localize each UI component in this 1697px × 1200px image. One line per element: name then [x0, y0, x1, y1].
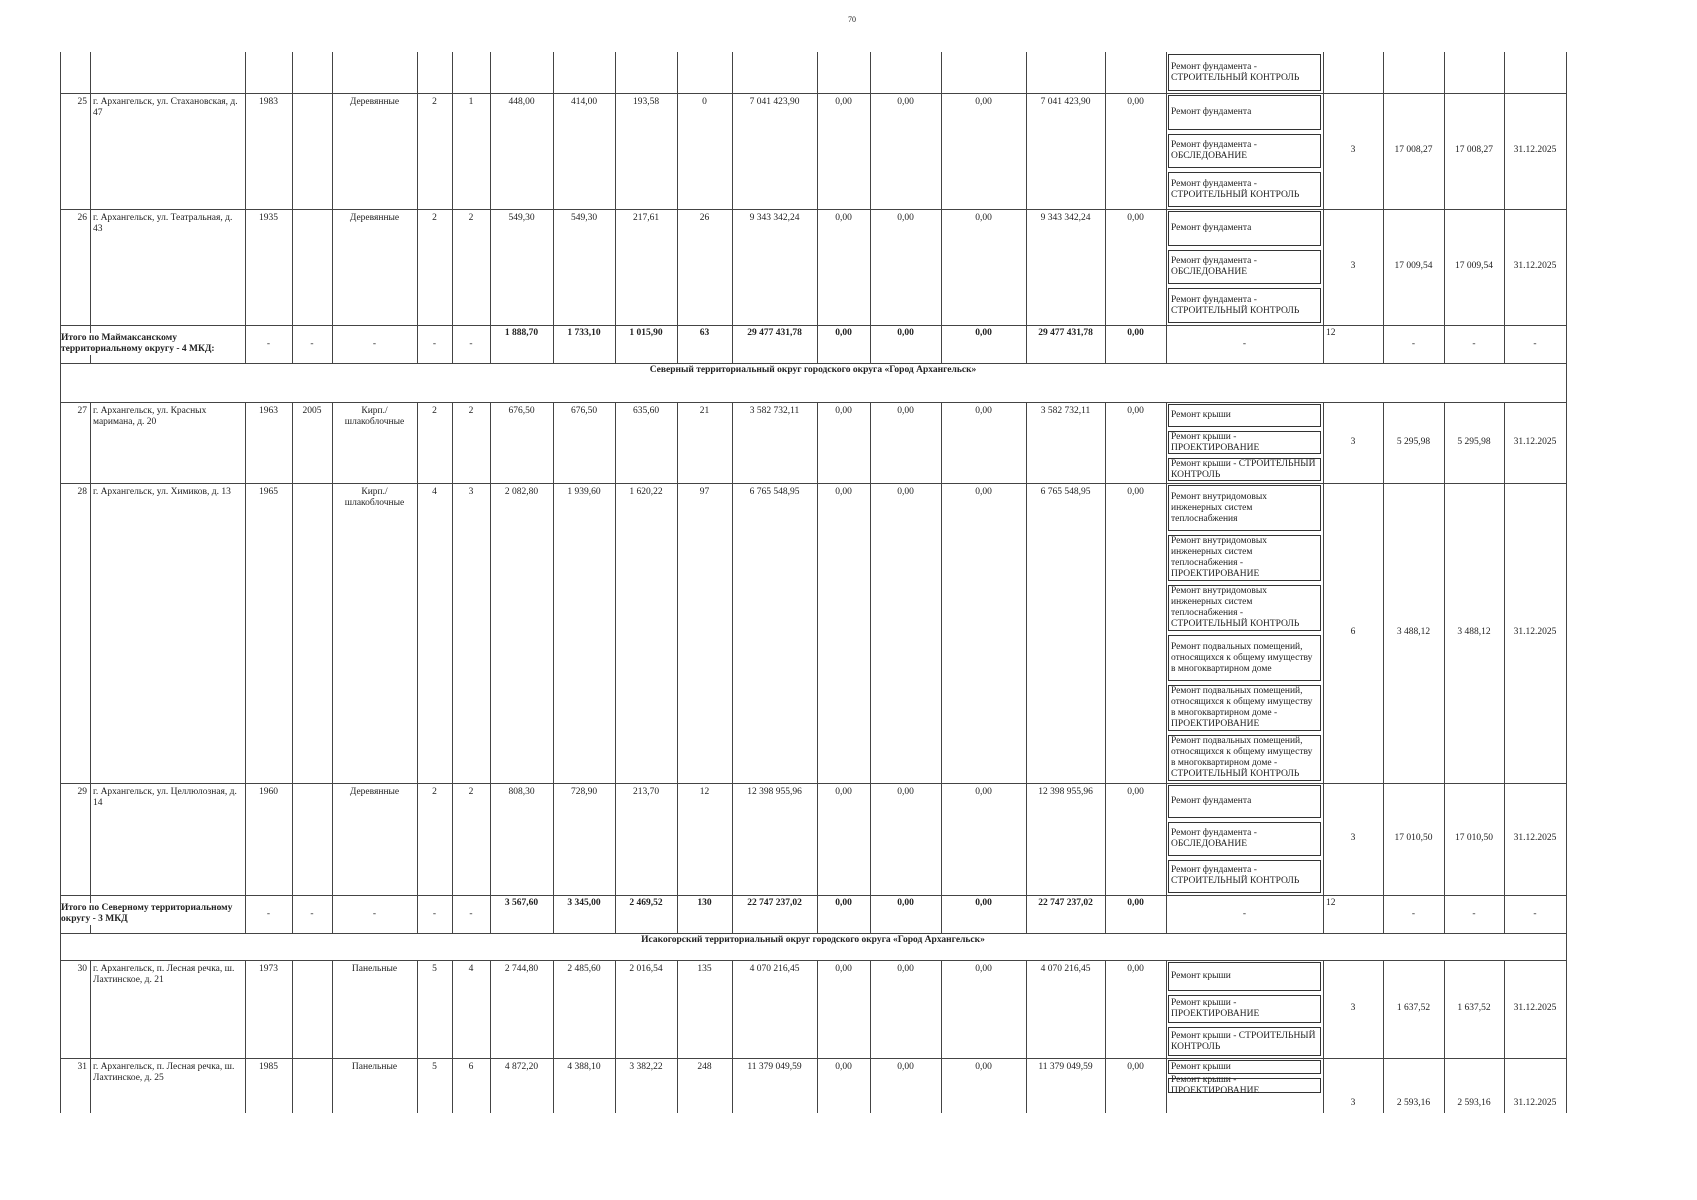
- total-dash: -: [1411, 339, 1416, 349]
- total-work-count: 12: [1326, 898, 1336, 908]
- section-title: Исакогорский территориальный округ городского округа «Город Архангельск»: [641, 935, 985, 945]
- grid-hline: [60, 783, 1566, 784]
- row-fund-federal: 0,00: [835, 487, 852, 497]
- row-n: 27: [77, 406, 87, 416]
- row-unit-cost: 17 008,27: [1394, 145, 1433, 155]
- work-item: Ремонт крыши - ПРОЕКТИРОВАНИЕ: [1168, 1078, 1321, 1092]
- row-fund-regional: 0,00: [897, 787, 914, 797]
- row-residents: 135: [697, 964, 712, 974]
- row-residential-owned: 2 016,54: [629, 964, 663, 974]
- work-item: Ремонт крыши: [1168, 962, 1321, 991]
- total-dash: -: [372, 339, 377, 349]
- total-dash: -: [1242, 339, 1247, 349]
- total-fund-federal: 0,00: [835, 328, 852, 338]
- total-total-area: 3 567,60: [504, 898, 539, 908]
- row-year-built: 1935: [259, 213, 278, 223]
- row-residents: 21: [699, 406, 710, 416]
- grid-hline: [60, 325, 1566, 326]
- total-residential-area: 3 345,00: [567, 898, 601, 908]
- row-deadline: 31.12.2025: [1513, 627, 1557, 637]
- grid-hline: [60, 483, 1566, 484]
- total-residential-area: 1 733,10: [567, 328, 601, 338]
- row-fund-federal: 0,00: [835, 97, 852, 107]
- row-entrances: 2: [468, 406, 474, 416]
- work-item: Ремонт фундамента - ОБСЛЕДОВАНИЕ: [1168, 134, 1321, 169]
- row-residential-area: 549,30: [570, 213, 598, 223]
- row-floors: 5: [432, 1062, 437, 1072]
- row-cost-total: 12 398 955,96: [747, 787, 802, 797]
- work-item: Ремонт крыши - СТРОИТЕЛЬНЫЙ КОНТРОЛЬ: [1168, 1027, 1321, 1056]
- row-unit-cost: 3 488,12: [1396, 627, 1431, 637]
- total-fund-local: 0,00: [975, 898, 992, 908]
- row-residents: 26: [699, 213, 710, 223]
- total-fund-federal: 0,00: [835, 898, 852, 908]
- total-cost-total: 22 747 237,02: [747, 898, 802, 908]
- grid-hline: [60, 363, 1566, 364]
- row-max-unit-cost: 17 009,54: [1455, 261, 1493, 271]
- row-work-count: 3: [1350, 1003, 1356, 1013]
- row-residential-area: 4 388,10: [567, 1062, 601, 1072]
- row-n: 29: [77, 787, 87, 797]
- row-residential-owned: 3 382,22: [629, 1062, 663, 1072]
- row-unit-cost: 1 637,52: [1396, 1003, 1431, 1013]
- work-item: Ремонт внутридомовых инженерных систем теплоснабжения: [1168, 485, 1321, 531]
- work-item: Ремонт крыши - СТРОИТЕЛЬНЫЙ КОНТРОЛЬ: [1168, 458, 1321, 481]
- total-residents: 63: [699, 328, 710, 338]
- total-fund-owners: 22 747 237,02: [1038, 898, 1093, 908]
- grid-hline: [60, 93, 1566, 94]
- row-fund-other: 0,00: [1127, 964, 1144, 974]
- row-wall-material: Панельные: [351, 964, 398, 974]
- grid-hline: [60, 1058, 1566, 1059]
- row-n: 25: [77, 97, 87, 107]
- work-item: Ремонт фундамента - СТРОИТЕЛЬНЫЙ КОНТРОЛЬ: [1168, 288, 1321, 323]
- row-year-built: 1985: [259, 1062, 278, 1072]
- row-entrances: 4: [468, 964, 474, 974]
- row-total-area: 2 082,80: [504, 487, 539, 497]
- row-fund-federal: 0,00: [835, 406, 852, 416]
- total-dash: -: [1242, 909, 1247, 919]
- work-item: Ремонт фундамента - СТРОИТЕЛЬНЫЙ КОНТРОЛЬ: [1168, 860, 1321, 893]
- work-item: Ремонт крыши: [1168, 1060, 1321, 1074]
- total-residential-owned: 1 015,90: [629, 328, 663, 338]
- work-item: Ремонт подвальных помещений, относящихся к общему имуществу в многоквартирном доме - ПРОЕКТИРОВАНИЕ: [1168, 685, 1321, 731]
- row-floors: 2: [432, 97, 437, 107]
- row-work-count: 3: [1350, 1098, 1356, 1108]
- row-work-count: 3: [1350, 436, 1356, 447]
- row-total-area: 448,00: [508, 97, 535, 107]
- work-item: Ремонт фундамента: [1168, 95, 1321, 130]
- row-residential-area: 2 485,60: [567, 964, 601, 974]
- row-deadline: 31.12.2025: [1513, 1098, 1557, 1108]
- row-fund-regional: 0,00: [897, 97, 914, 107]
- total-dash: -: [1533, 909, 1537, 919]
- row-max-unit-cost: 3 488,12: [1457, 627, 1491, 637]
- row-residential-owned: 635,60: [632, 406, 660, 416]
- row-residential-owned: 193,58: [632, 97, 660, 107]
- row-residential-owned: 1 620,22: [629, 487, 663, 497]
- row-residents: 97: [699, 487, 710, 497]
- row-fund-regional: 0,00: [897, 1062, 914, 1072]
- row-residents: 12: [699, 787, 710, 797]
- row-address: г. Архангельск, ул. Целлюлозная, д. 14: [93, 787, 237, 808]
- total-dash: -: [310, 909, 314, 919]
- row-deadline: 31.12.2025: [1513, 833, 1557, 843]
- row-residential-area: 728,90: [570, 787, 598, 797]
- total-total-area: 1 888,70: [504, 328, 539, 338]
- total-dash: -: [1411, 909, 1416, 919]
- total-fund-owners: 29 477 431,78: [1038, 328, 1093, 338]
- total-dash: -: [1533, 339, 1537, 349]
- grid-hline: [60, 895, 1566, 896]
- page-number: 70: [848, 15, 856, 24]
- total-fund-regional: 0,00: [897, 328, 914, 338]
- row-total-area: 4 872,20: [504, 1062, 539, 1072]
- row-fund-local: 0,00: [975, 787, 992, 797]
- row-max-unit-cost: 1 637,52: [1457, 1003, 1491, 1013]
- row-year-built: 1983: [259, 97, 278, 107]
- total-dash: -: [469, 339, 473, 349]
- row-total-area: 808,30: [508, 787, 535, 797]
- row-fund-other: 0,00: [1127, 406, 1144, 416]
- row-total-area: 676,50: [508, 406, 535, 416]
- total-fund-other: 0,00: [1127, 328, 1144, 338]
- row-cost-total: 9 343 342,24: [749, 213, 800, 223]
- row-unit-cost: 17 010,50: [1394, 833, 1433, 843]
- row-address: г. Архангельск, п. Лесная речка, ш. Лахтинское, д. 21: [93, 964, 235, 985]
- row-cost-total: 11 379 049,59: [747, 1062, 802, 1072]
- total-work-count: 12: [1326, 328, 1336, 338]
- row-fund-other: 0,00: [1127, 487, 1144, 497]
- row-residents: 248: [697, 1062, 712, 1072]
- row-fund-regional: 0,00: [897, 406, 914, 416]
- row-fund-other: 0,00: [1127, 213, 1144, 223]
- row-address: г. Архангельск, ул. Красных маримана, д. 20: [93, 406, 207, 427]
- total-fund-regional: 0,00: [897, 898, 914, 908]
- row-deadline: 31.12.2025: [1513, 145, 1557, 155]
- row-fund-local: 0,00: [975, 964, 992, 974]
- row-year-built: 1963: [259, 406, 278, 416]
- row-fund-federal: 0,00: [835, 787, 852, 797]
- row-max-unit-cost: 2 593,16: [1457, 1098, 1491, 1108]
- row-fund-federal: 0,00: [835, 213, 852, 223]
- row-floors: 4: [432, 487, 437, 497]
- row-fund-local: 0,00: [975, 487, 992, 497]
- row-entrances: 1: [468, 97, 474, 107]
- work-item: Ремонт фундамента - СТРОИТЕЛЬНЫЙ КОНТРОЛЬ: [1168, 172, 1321, 207]
- total-fund-local: 0,00: [975, 328, 992, 338]
- row-fund-local: 0,00: [975, 1062, 992, 1072]
- row-year-built: 1965: [259, 487, 278, 497]
- grid-hline: [60, 209, 1566, 210]
- row-wall-material: Деревянные: [349, 787, 400, 797]
- row-floors: 2: [432, 213, 437, 223]
- total-dash: -: [1472, 909, 1476, 919]
- row-wall-material: Деревянные: [349, 97, 400, 107]
- row-fund-local: 0,00: [975, 97, 992, 107]
- row-total-area: 2 744,80: [504, 964, 539, 974]
- row-fund-owners: 12 398 955,96: [1038, 787, 1093, 797]
- row-fund-local: 0,00: [975, 213, 992, 223]
- row-residential-area: 1 939,60: [567, 487, 601, 497]
- row-fund-other: 0,00: [1127, 1062, 1144, 1072]
- row-max-unit-cost: 17 008,27: [1455, 145, 1493, 155]
- grid-vline: [1566, 52, 1567, 1113]
- row-fund-owners: 6 765 548,95: [1040, 487, 1091, 497]
- work-item: Ремонт крыши - ПРОЕКТИРОВАНИЕ: [1168, 995, 1321, 1024]
- row-floors: 5: [432, 964, 437, 974]
- work-item: Ремонт фундамента - ОБСЛЕДОВАНИЕ: [1168, 822, 1321, 855]
- row-deadline: 31.12.2025: [1513, 1003, 1557, 1013]
- row-deadline: 31.12.2025: [1513, 261, 1557, 271]
- row-total-area: 549,30: [508, 213, 535, 223]
- row-year-built: 1960: [259, 787, 278, 797]
- row-entrances: 6: [468, 1062, 474, 1072]
- row-max-unit-cost: 5 295,98: [1457, 436, 1491, 447]
- row-fund-owners: 4 070 216,45: [1040, 964, 1091, 974]
- work-item: Ремонт крыши: [1168, 404, 1321, 427]
- row-floors: 2: [432, 787, 437, 797]
- row-residents: 0: [702, 97, 707, 107]
- work-item: Ремонт крыши - ПРОЕКТИРОВАНИЕ: [1168, 431, 1321, 454]
- row-fund-federal: 0,00: [835, 964, 852, 974]
- row-cost-total: 7 041 423,90: [749, 97, 800, 107]
- grid-hline: [60, 933, 1566, 934]
- work-item: Ремонт подвальных помещений, относящихся к общему имуществу в многоквартирном доме - СТРОИТЕЛЬНЫЙ КОНТРОЛЬ: [1168, 735, 1321, 781]
- row-n: 31: [77, 1062, 87, 1072]
- row-work-count: 3: [1350, 261, 1356, 271]
- row-entrances: 2: [468, 787, 474, 797]
- row-fund-owners: 11 379 049,59: [1038, 1062, 1093, 1072]
- row-cost-total: 3 582 732,11: [749, 406, 800, 416]
- total-dash: -: [310, 339, 314, 349]
- row-fund-owners: 9 343 342,24: [1040, 213, 1091, 223]
- work-item: Ремонт фундамента - СТРОИТЕЛЬНЫЙ КОНТРОЛЬ: [1168, 54, 1321, 91]
- row-address: г. Архангельск, п. Лесная речка, ш. Лахтинское, д. 25: [93, 1062, 235, 1083]
- row-work-count: 3: [1350, 145, 1356, 155]
- row-address: г. Архангельск, ул. Театральная, д. 43: [93, 213, 233, 234]
- row-fund-regional: 0,00: [897, 964, 914, 974]
- row-year-built: 1973: [259, 964, 278, 974]
- row-wall-material: Деревянные: [349, 213, 400, 223]
- row-fund-federal: 0,00: [835, 1062, 852, 1072]
- work-item: Ремонт фундамента: [1168, 785, 1321, 818]
- row-entrances: 3: [468, 487, 474, 497]
- row-wall-material: Кирп./ шлакоблочные: [344, 406, 405, 427]
- row-fund-regional: 0,00: [897, 213, 914, 223]
- total-cost-total: 29 477 431,78: [747, 328, 802, 338]
- row-residential-owned: 213,70: [632, 787, 660, 797]
- grid-hline: [60, 960, 1566, 961]
- row-address: г. Архангельск, ул. Стахановская, д. 47: [93, 97, 238, 118]
- work-item: Ремонт внутридомовых инженерных систем теплоснабжения - СТРОИТЕЛЬНЫЙ КОНТРОЛЬ: [1168, 585, 1321, 631]
- total-dash: -: [432, 339, 437, 349]
- row-fund-other: 0,00: [1127, 97, 1144, 107]
- section-title: Северный территориальный округ городского округа «Город Архангельск»: [649, 365, 977, 375]
- row-wall-material: Панельные: [351, 1062, 398, 1072]
- row-max-unit-cost: 17 010,50: [1455, 833, 1493, 843]
- row-wall-material: Кирп./ шлакоблочные: [344, 487, 405, 508]
- total-dash: -: [1472, 339, 1476, 349]
- row-deadline: 31.12.2025: [1513, 436, 1557, 447]
- total-dash: -: [266, 909, 271, 919]
- row-address: г. Архангельск, ул. Химиков, д. 13: [93, 487, 231, 497]
- row-entrances: 2: [468, 213, 474, 223]
- total-residents: 130: [697, 898, 712, 908]
- total-label: Итого по Маймаксанскому территориальному округу - 4 МКД:: [61, 333, 242, 355]
- work-item: Ремонт фундамента: [1168, 211, 1321, 246]
- row-residential-area: 676,50: [570, 406, 598, 416]
- total-dash: -: [432, 909, 437, 919]
- row-work-count: 6: [1350, 627, 1356, 637]
- total-label: Итого по Северному территориальному округу - 3 МКД: [61, 903, 242, 925]
- row-n: 28: [77, 487, 87, 497]
- total-dash: -: [372, 909, 377, 919]
- row-n: 30: [77, 964, 87, 974]
- row-floors: 2: [432, 406, 437, 416]
- row-work-count: 3: [1350, 833, 1356, 843]
- row-cost-total: 4 070 216,45: [749, 964, 800, 974]
- row-n: 26: [77, 213, 87, 223]
- row-residential-area: 414,00: [570, 97, 598, 107]
- row-unit-cost: 17 009,54: [1394, 261, 1433, 271]
- row-fund-other: 0,00: [1127, 787, 1144, 797]
- row-fund-owners: 3 582 732,11: [1040, 406, 1091, 416]
- total-dash: -: [469, 909, 473, 919]
- row-unit-cost: 5 295,98: [1396, 436, 1431, 447]
- row-fund-local: 0,00: [975, 406, 992, 416]
- grid-hline: [60, 402, 1566, 403]
- row-year-reconstruction: 2005: [302, 406, 322, 416]
- total-residential-owned: 2 469,52: [629, 898, 663, 908]
- total-fund-other: 0,00: [1127, 898, 1144, 908]
- row-residential-owned: 217,61: [632, 213, 660, 223]
- work-item: Ремонт внутридомовых инженерных систем теплоснабжения - ПРОЕКТИРОВАНИЕ: [1168, 535, 1321, 581]
- row-fund-owners: 7 041 423,90: [1040, 97, 1091, 107]
- row-cost-total: 6 765 548,95: [749, 487, 800, 497]
- row-unit-cost: 2 593,16: [1396, 1098, 1431, 1108]
- row-fund-regional: 0,00: [897, 487, 914, 497]
- total-dash: -: [266, 339, 271, 349]
- work-item: Ремонт фундамента - ОБСЛЕДОВАНИЕ: [1168, 250, 1321, 285]
- work-item: Ремонт подвальных помещений, относящихся к общему имуществу в многоквартирном доме: [1168, 635, 1321, 681]
